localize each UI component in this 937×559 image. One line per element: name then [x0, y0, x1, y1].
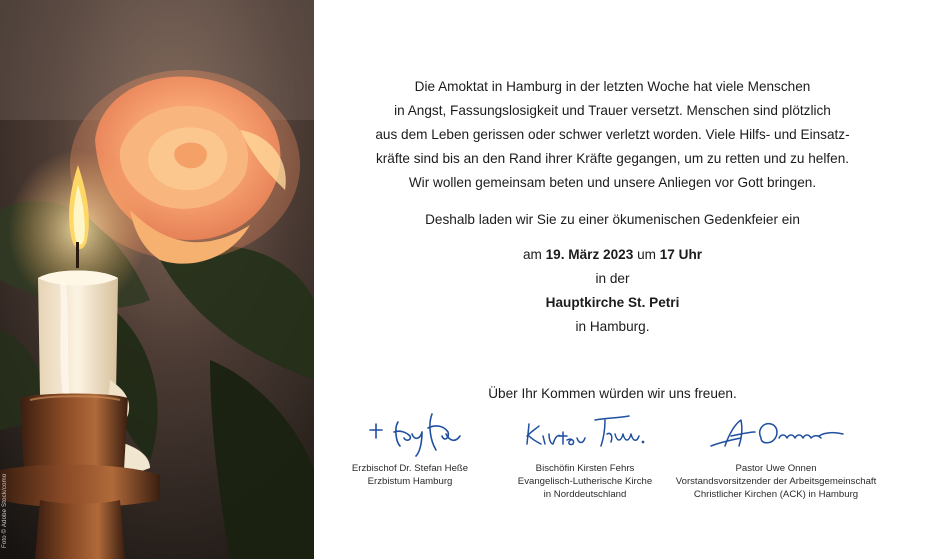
closing-line: Über Ihr Kommen würden wir uns freuen. — [488, 386, 737, 401]
intro-line: aus dem Leben gerissen oder schwer verletzt worden. Viele Hilfs- und Einsatz- — [375, 127, 850, 142]
intro-line: Wir wollen gemeinsam beten und unsere Anliegen vor Gott bringen. — [408, 175, 817, 190]
intro-paragraph — [320, 75, 905, 195]
signature-affiliation: Evangelisch-Lutherische Kirche — [517, 476, 653, 487]
signature-affiliation-2: in Norddeutschland — [543, 489, 627, 500]
photo-credit: Foto © Adobe Stock/como — [2, 473, 8, 548]
signature-hesse — [320, 402, 500, 488]
candle-rose-photo — [0, 0, 314, 559]
event-church: Hauptkirche St. Petri — [545, 295, 680, 310]
candle-rose-image — [0, 0, 314, 559]
event-city: in Hamburg. — [575, 319, 650, 334]
signature-name: Pastor Uwe Onnen — [735, 463, 817, 474]
event-date: 19. März 2023 — [545, 247, 634, 262]
handwritten-signature-onnen — [701, 402, 851, 460]
intro-line: Die Amoktat in Hamburg in der letzten Woche hat viele Menschen — [414, 79, 811, 94]
event-time: 17 Uhr — [659, 247, 703, 262]
signature-name: Erzbischof Dr. Stefan Heße — [351, 463, 469, 474]
signatures — [320, 402, 920, 512]
event-mid: um — [633, 247, 660, 262]
intro-line: in Angst, Fassungslosigkeit und Trauer versetzt. Menschen sind plötzlich — [394, 103, 831, 118]
event-datetime — [320, 243, 905, 267]
signature-name: Bischöfin Kirsten Fehrs — [535, 463, 635, 474]
signature-affiliation: Erzbistum Hamburg — [367, 476, 453, 487]
event-in-der: in der — [595, 271, 630, 286]
signature-fehrs — [500, 402, 670, 501]
handwritten-signature-hesse — [350, 402, 470, 460]
signature-onnen — [660, 402, 892, 501]
event-details — [320, 243, 905, 339]
intro-line: kräfte sind bis an den Rand ihrer Kräfte gegangen, um zu retten und zu helfen. — [375, 151, 850, 166]
invitation-line: Deshalb laden wir Sie zu einer ökumenischen Gedenkfeier ein — [425, 212, 800, 227]
event-prefix: am — [522, 247, 546, 262]
signature-affiliation: Vorstandsvorsitzender der Arbeitsgemeinschaft — [675, 476, 877, 487]
signature-affiliation-2: Christlicher Kirchen (ACK) in Hamburg — [693, 489, 859, 500]
handwritten-signature-fehrs — [515, 402, 655, 460]
invitation-text — [320, 75, 905, 406]
